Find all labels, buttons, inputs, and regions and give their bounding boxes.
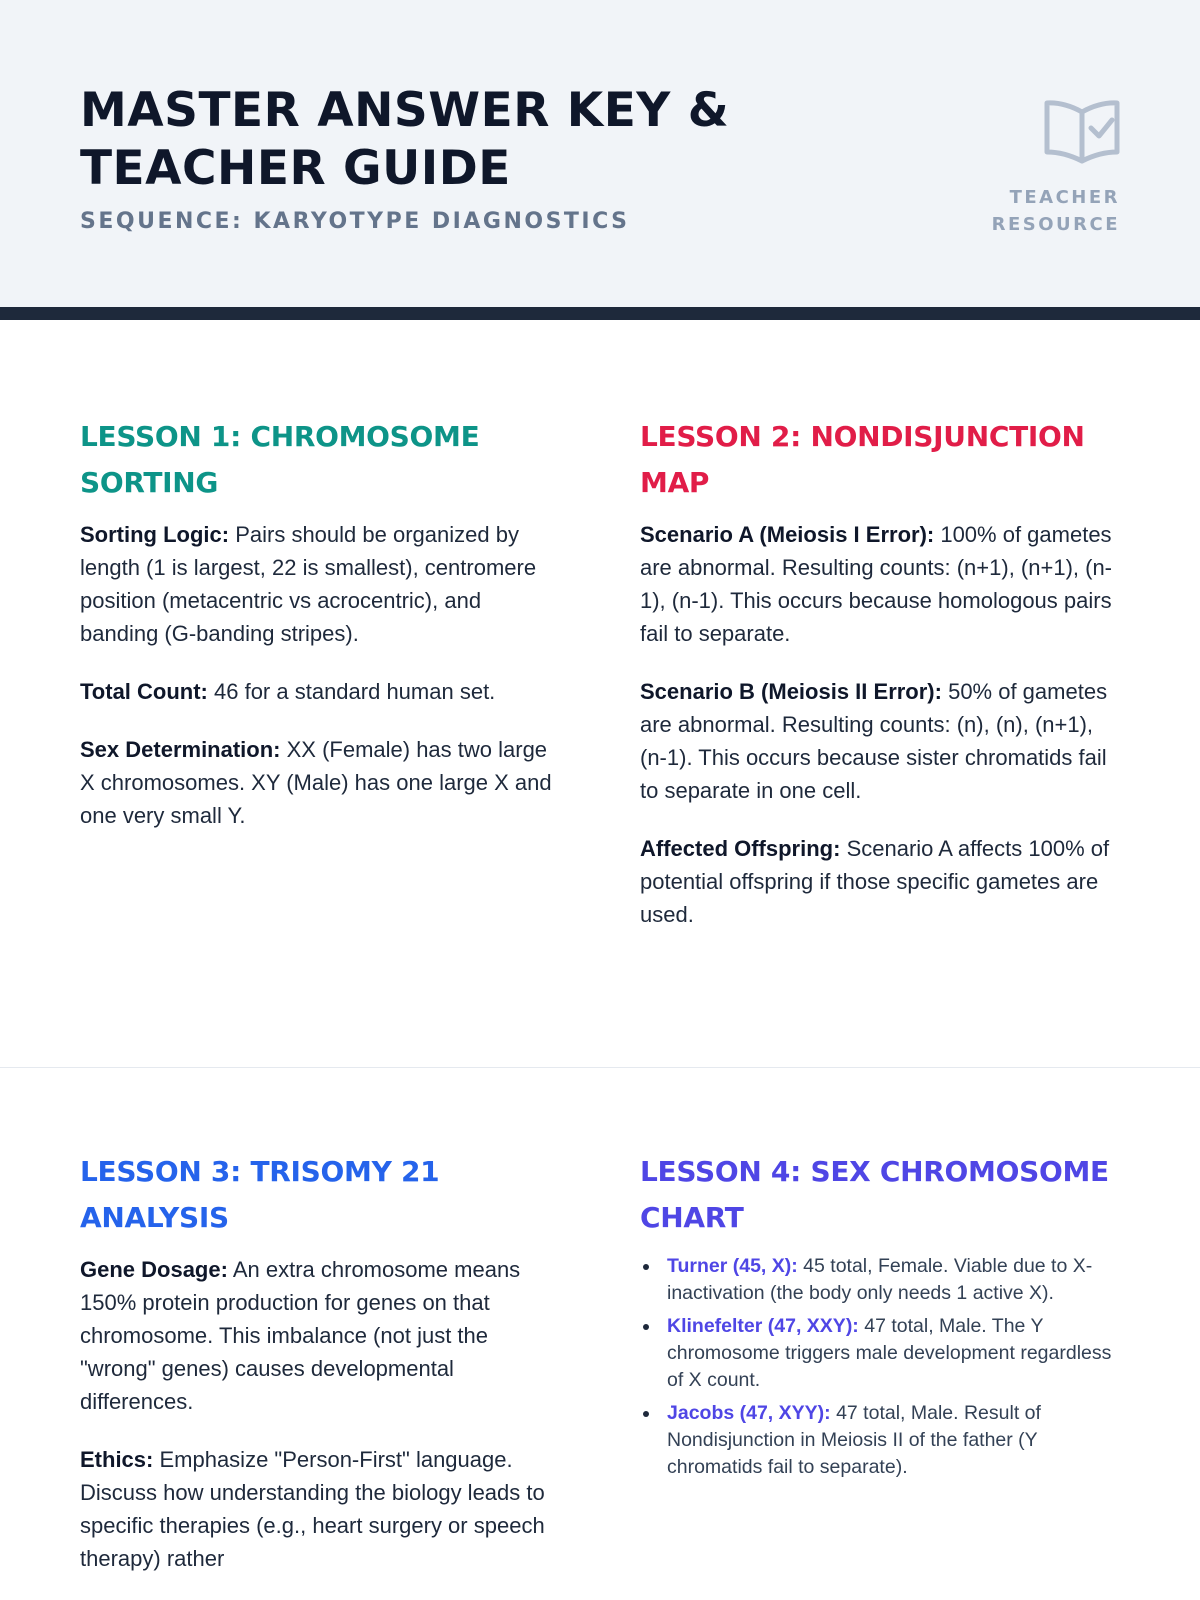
item-label: Sex Determination: [80,737,281,762]
lesson-1-title: LESSON 1: CHROMOSOME SORTING [80,420,480,499]
page-subtitle: SEQUENCE: KARYOTYPE DIAGNOSTICS [80,209,630,234]
item-label: Ethics: [80,1447,154,1472]
lesson-2-item [640,518,1120,650]
item-text: 47 total, Male. The Y chromosome triggers male development regardless of X count. [667,1315,1112,1391]
page-title: MASTER ANSWER KEY & TEACHER GUIDE [80,83,730,196]
list-item [667,1313,1120,1394]
item-label: Affected Offspring: [640,836,841,861]
item-text: 45 total, Female. Viable due to X-inactivation (the body only needs 1 active X). [667,1255,1093,1304]
lesson-4-section [640,1149,1120,1487]
item-text: XX (Female) has two large X chromosomes. XY (Male) has one large X and one very small Y. [80,737,552,828]
item-label: Sorting Logic: [80,522,230,547]
item-text: Pairs should be organized by length (1 is largest, 22 is smallest), centromere position (metacentric vs acrocentric), and banding (G-banding stripes). [80,522,537,646]
item-label: Gene Dosage: [80,1257,228,1282]
lesson-2-title: LESSON 2: NONDISJUNCTION MAP [640,420,1085,499]
teacher-resource-badge [950,98,1120,238]
lesson-3-item [80,1253,560,1418]
book-check-icon [950,98,1120,166]
item-text: 47 total, Male. Result of Nondisjunction in Meiosis II of the father (Y chromatids fail to separate). [667,1402,1041,1478]
item-text: 46 for a standard human set. [207,679,496,704]
item-text: 100% of gametes are abnormal. Resulting counts: (n+1), (n+1), (n-1), (n-1). This occurs because homologous pairs fail to separate. [640,522,1113,646]
lesson-3-section [80,1149,560,1600]
item-label: Total Count: [80,679,208,704]
item-text: An extra chromosome means 150% protein production for genes on that chromosome. This imbalance (not just the "wrong" genes) causes developmental differences. [80,1257,521,1414]
lesson-1-item [80,733,560,832]
item-label: Scenario B (Meiosis II Error): [640,679,942,704]
badge-line1: TEACHER [1009,187,1120,208]
sex-chromosome-list [640,1253,1120,1481]
item-label: Scenario A (Meiosis I Error): [640,522,935,547]
list-item [667,1253,1120,1307]
lesson-1-section [80,414,560,857]
section-divider [0,1067,1200,1068]
badge-line2: RESOURCE [991,214,1120,235]
lesson-3-title: LESSON 3: TRISOMY 21 ANALYSIS [80,1155,440,1234]
lesson-4-title: LESSON 4: SEX CHROMOSOME CHART [640,1155,1109,1234]
item-text: Scenario A affects 100% of potential offspring if those specific gametes are used. [640,836,1110,927]
item-label: Jacobs (47, XYY): [667,1402,831,1424]
item-label: Turner (45, X): [667,1255,798,1277]
lesson-1-item [80,518,560,650]
lesson-2-section [640,414,1120,956]
item-label: Klinefelter (47, XXY): [667,1315,859,1337]
item-text: 50% of gametes are abnormal. Resulting counts: (n), (n), (n+1), (n-1). This occurs because sister chromatids fail to separate in one cell. [640,679,1108,803]
list-item [667,1400,1120,1481]
lesson-2-item [640,675,1120,807]
lesson-3-item [80,1443,560,1575]
lesson-1-item [80,675,560,708]
lesson-2-item [640,832,1120,931]
item-text: Emphasize "Person-First" language. Discuss how understanding the biology leads to specific therapies (e.g., heart surgery or speech therapy) rather [80,1447,545,1571]
header [0,0,1200,320]
